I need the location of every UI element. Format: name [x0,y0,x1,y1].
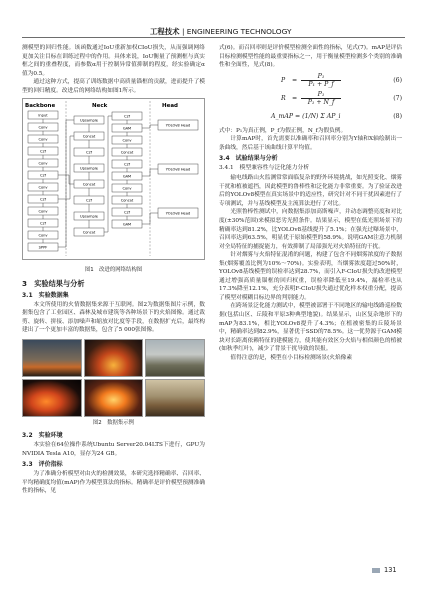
numerator: P₁ [301,73,341,81]
network-diagram [22,98,205,260]
c2f-block: C2f [123,210,131,215]
dataset-photo [145,379,205,417]
neck-label: Neck [92,103,108,110]
paragraph: 光照鲁棒性测试中，向数据集添加高斯噪声，并动态调整亮度和对比度(±30%范围)来模拟恶劣光照条件。结果显示，模型在低光照场景下的精确率达到81.2%，比YOLOv8基线提升了5.1%；在强光过曝场景中，召回率达到63.5%，明显优于原始模型的58.9%。说明GAM注意力机制对全局特征的捕捉能力，有效抑制了局部强光对火焰特征的干扰。 [219,209,402,250]
right-column [219,44,402,362]
sppf-block: SPPF [38,245,48,250]
c2f-block: C2f [39,197,47,202]
journal-header [150,26,291,37]
figure-2-caption: 图2 数据集示例 [92,420,135,427]
subsection-heading: 3.2 实验环境 [22,432,63,440]
concat-block: Concat [82,182,96,187]
journal-name: 工程技术 [150,27,180,36]
head-block: YOLOv8 Head [165,167,191,172]
concat-block: Concat [82,230,96,235]
head-label: Head [162,103,178,110]
upsample-block: Upsample [80,118,98,123]
paragraph: 为了准确分析模型对由火的检测效果，本研究选择精确率、召回率、平均精确度均值(mAP)作为模型算法的指标。精确率是评价模型预测准确性的指标，见 [22,471,205,495]
head-block: YOLOv8 Head [165,123,191,128]
equation-number: (6) [393,76,402,84]
page-header [0,0,427,40]
paragraph: 计算mAP时，首先需要以准确率和召回率分别为Y轴和X轴绘制出一条曲线，然后基于该曲线计算平均值。 [219,136,402,151]
dataset-photo [145,339,205,377]
c2f-block: C2f [123,114,131,119]
c2f-block: C2f [123,162,131,167]
conv-block: Conv [122,186,132,191]
paragraph: 式中：P₁为真正例，P_f为假正例，N_f为假负例。 [219,127,347,134]
dataset-photo [84,379,144,417]
conv-block: Conv [38,125,48,130]
c2f-block: C2f [39,149,47,154]
subsubsection-heading: 3.4.1 模型兼容性与泛化能力分析 [219,165,310,172]
paragraph: 在跨场景泛化能力测试中，模型被部署于不同地区的输电线路巡检数据(包括山区、丘陵和平原3种典型地貌)。结果显示，山区复杂地形下的mAP为83.1%，相比YOLOv8提升了4.3%；在植被密集的丘陵场景中，精确率达到82.9%，显著优于SSD的78.5%。这一优势源于GAM模块对长距离依赖特征的建模能力，使其能有效区分火焰与相似颜色的植被(如秋季红叶)，减少了背景干扰导致的误报。 [219,303,402,353]
c2f-block: C2f [85,198,93,203]
equation-lhs: R [281,94,286,102]
input-block: Input [38,113,48,118]
subsection-heading: 3.1 实验数据集 [22,291,69,299]
conv-block: Conv [38,161,48,166]
left-column [22,44,205,496]
denominator: P₁ + N_f [307,98,335,106]
paragraph: 本实验在64位操作系统Ubuntu Server20.04LTS下进行，GPU为NVIDIA Tesla A10，显存为24 GB。 [22,442,205,457]
equation-number: (8) [393,112,402,120]
equation-7 [219,91,402,106]
equals-sign: = [292,76,298,84]
numerator: P₁ [301,91,341,99]
c2f-block: C2f [39,221,47,226]
equation-fraction [301,91,341,106]
gam-block: GAM [122,126,132,131]
dataset-photo-grid [22,339,205,417]
paragraph: 本文所使用的火情数据集来源于互联网。图2为数据集图片示例，数据集包含了工业园区、森林及城市建筑等各种场景下的火焰图像。通过裁剪、旋转、拼接、添加噪声和缩放对比度等手段，在数据扩充后，最终构建出了一个更加丰富的数据集，包含了5 000张图像。 [22,301,205,334]
concat-block: Concat [82,134,96,139]
head-block: YOLOv8 Head [165,211,191,216]
page-number: 131 [384,566,397,574]
gam-block: GAM [122,174,132,179]
paragraph: 通过这种方式，提高了训练数据中高质量锚框的贡献，进而提升了模型的回归精度。改进后的网络结构如图1所示。 [22,79,205,94]
conv-block: Conv [38,209,48,214]
conv-block: Conv [122,138,132,143]
paragraph: 式(6)。而召回率则是评价模型检测全面性的指标，见式(7)。mAP是评估目标检测模型性能的最重要指标之一，用于衡量模型检测多个类别的准确性和全面性，见式(8)。 [219,45,403,69]
equation-lhs: A_mAP [271,112,294,120]
equation-8 [219,109,402,124]
dataset-photo [22,339,82,377]
subsection-heading: 3.3 评价指标 [22,461,63,469]
concat-block: Concat [120,150,134,155]
section-heading: 3 实验结果与分析 [22,278,85,288]
upsample-block: Upsample [80,166,98,171]
conv-block: Conv [38,137,48,142]
equals-sign: = [292,94,298,102]
c2f-block: C2f [85,150,93,155]
dataset-photo [84,339,144,377]
figure-1-caption: 图1 改进的网络结构图 [84,266,143,273]
conv-block: Conv [38,185,48,190]
upsample-block: Upsample [80,214,98,219]
journal-name-en: | ENGINEERING TECHNOLOGY [181,27,292,36]
gam-block: GAM [122,222,132,227]
c2f-block: C2f [39,173,47,178]
equation-number: (7) [393,94,402,102]
denominator: P₁ + P_f [308,80,334,88]
paragraph: 输电线路山火监测常常面临复杂的野外环境挑战，如光照变化、烟雾干扰和植被遮挡，因此模型的鲁棒性和泛化能力非常重要。为了验证改进后的YOLOv8模型在真实场景中的适应性，研究针对不同干扰因素进行了专项测试，并与基线模型及主流算法进行了对比。 [219,175,402,207]
equation-fraction [301,73,341,88]
page-number-marker [372,568,380,573]
subsection-heading: 3.4 试验结果与分析 [219,155,278,163]
equation-6 [219,73,402,88]
paragraph: 测模型的回归性能。该函数通过IoU重新加权CIoU损失，从而强调网络更加关注目标在训练过程中的作用。具体来说，IoU衡量了预测框与真实框之间的重叠程度，而参数α用于控制异常值抑制的程度，经实验确定α值为0.5。 [22,45,205,77]
equation-lhs: P [281,76,286,84]
paragraph: 值得注意的是，模型在小目标检测场景(火焰像素 [230,354,353,361]
header-rule [22,37,405,38]
conv-block: Conv [38,233,48,238]
equation-rhs: = (1/N) Σ AP_i [295,112,341,120]
concat-block: Concat [120,198,134,203]
dataset-photo [22,379,82,417]
paragraph: 针对烟雾与火焰特征混淆的问题，构建了包含不同烟雾浓度的子数据集(烟雾覆盖比例为10%～70%)。实验表明，当烟雾浓度超过50%时，YOLOv8基线模型的误检率达到28.7%，而引入F-CIoU损失的改进模型通过增强高质量锚框的回归权重，误检率降低至19.4%，漏检率也从17.3%降至12.1%，充分表明F-CIoU损失通过优化样本权重分配，提高了模型对模糊目标边界的判别能力。 [219,252,402,301]
backbone-label: Backbone [25,103,56,110]
